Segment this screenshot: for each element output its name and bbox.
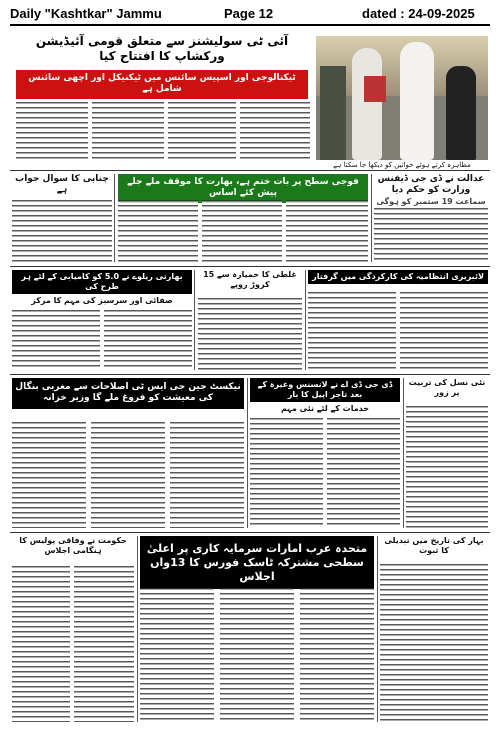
story-5-sub: صفائی اور سرسبز کی مہم کا مرکز (31, 296, 173, 305)
photo-placard (364, 76, 386, 102)
story-10-body-col2 (74, 566, 134, 722)
story-1-body-col3 (168, 102, 236, 162)
story-11-body-col3 (300, 588, 374, 722)
page-number: Page 12 (224, 6, 274, 21)
story-4-body-col2 (202, 200, 282, 262)
story-7-body-col2 (400, 292, 488, 370)
story-8-banner: نیکسٹ جین جی ایس ٹی اصلاحات سے مغربی بنگال کی معیشت کو فروغ ملے گا وزیر خزانہ (12, 378, 244, 409)
story-11-body-col2 (220, 588, 294, 722)
vrule-4b (403, 378, 404, 528)
photo-figure-1 (352, 48, 382, 160)
story-4-body-col1 (118, 200, 198, 262)
story-2 (374, 174, 488, 262)
story-11 (140, 536, 374, 722)
story-10 (12, 536, 134, 722)
story-1-body-col2 (92, 102, 164, 162)
story-9-body-col2 (327, 418, 400, 528)
vrule-3a (194, 270, 195, 370)
story-1-body-col1 (16, 102, 88, 162)
photo-figure-2 (400, 42, 434, 160)
story-2-sub: سماعت 19 ستمبر کو ہوگی (376, 196, 486, 206)
story-8 (12, 378, 244, 528)
paper-name: Daily "Kashtkar" Jammu (10, 6, 162, 21)
story-9-headline: ڈی جی ڈی اے نے لانسنس وغیرہ کے بعد تاجر اپیل کا بار (250, 378, 400, 402)
story-2-body (374, 208, 488, 262)
story-4-body-col3 (286, 200, 368, 262)
story-5 (12, 270, 192, 370)
story-10-headline: حکومت نے وفاقی پولیس کا ہنگامی اجلاس (19, 536, 127, 555)
story-3-body (12, 200, 112, 262)
story-9 (250, 378, 400, 528)
story-7-body-col1 (308, 292, 396, 370)
story-5-body-col2 (104, 310, 192, 370)
photo-figure-4 (320, 66, 346, 160)
story-8-body-col2 (91, 422, 165, 528)
vrule-3b (305, 270, 306, 370)
story-12-body (380, 564, 488, 722)
vrule-5a (137, 536, 138, 722)
story-7-headline: لائبریری انتظامیہ کی کارکردگی میں گرفتار (308, 270, 488, 284)
vrule-2b (371, 174, 372, 262)
story-5-body-col1 (12, 310, 100, 370)
vrule-5b (377, 536, 378, 722)
story-11-body-col1 (140, 588, 214, 722)
story-1 (12, 30, 312, 162)
story-7 (308, 270, 488, 370)
story-4 (118, 174, 368, 262)
story-5-headline: بھارتی ریلوے نے 5.0 کو کامیابی کے لئے ہر طرح کی (12, 270, 192, 294)
story-3-headline: چنابی کا سوال جواب ہے (15, 174, 109, 196)
story-13-body (406, 406, 488, 528)
story-6 (198, 270, 302, 370)
story-1-headline: آئی ٹی سولیشنز سے متعلق قومی آئیڈیشن ورکشاپ کا افتتاح کیا (35, 34, 289, 63)
story-9-body-col1 (250, 418, 323, 528)
photo-figure-3 (446, 66, 476, 160)
story-3 (12, 174, 112, 262)
rule-1 (10, 170, 490, 171)
story-12-headline: بہار کی تاریخ میں تبدیلی کا ثبوت (384, 536, 484, 555)
rule-4 (10, 532, 490, 533)
story-6-body (198, 298, 302, 370)
story-2-headline: عدالت نے ڈی جی ڈیفنس وزارت کو حکم دیا (377, 174, 485, 196)
story-8-body-col3 (170, 422, 244, 528)
news-photo (316, 36, 488, 160)
story-9-sub: خدمات کے لئے نئی مہم (280, 404, 370, 413)
story-6-headline: غلطی کا خمیازہ سے 15 کروڑ روپے (203, 270, 297, 289)
story-13-headline: نئی نسل کی تربیت پر زور (408, 378, 486, 397)
story-1-body-col4 (240, 102, 310, 162)
vrule-2a (114, 174, 115, 262)
story-11-banner: متحدہ عرب امارات سرمایہ کاری پر اعلیٰ سطحی مشترکہ ٹاسک فورس کا 13واں اجلاس (140, 536, 374, 589)
story-1-banner: ٹیکنالوجی اور اسپیس سائنس میں ٹیکنیکل اور اچھی سائنس شامل ہے (16, 70, 308, 99)
story-4-banner: فوجی سطح پر بات ختم ہے، بھارت کا موقف ملے جلے پیش کئے اساس (118, 174, 368, 203)
rule-2 (10, 266, 490, 267)
story-13 (406, 378, 488, 528)
story-10-body-col1 (12, 566, 70, 722)
photo-caption: مظاہرہ کرتے ہوئے خواتین کو دیکھا جا سکتا ہے (333, 161, 471, 169)
dated: dated : 24-09-2025 (362, 6, 475, 21)
masthead (10, 4, 490, 26)
vrule-4a (247, 378, 248, 528)
story-8-body-col1 (12, 422, 86, 528)
story-12 (380, 536, 488, 722)
rule-3 (10, 374, 490, 375)
